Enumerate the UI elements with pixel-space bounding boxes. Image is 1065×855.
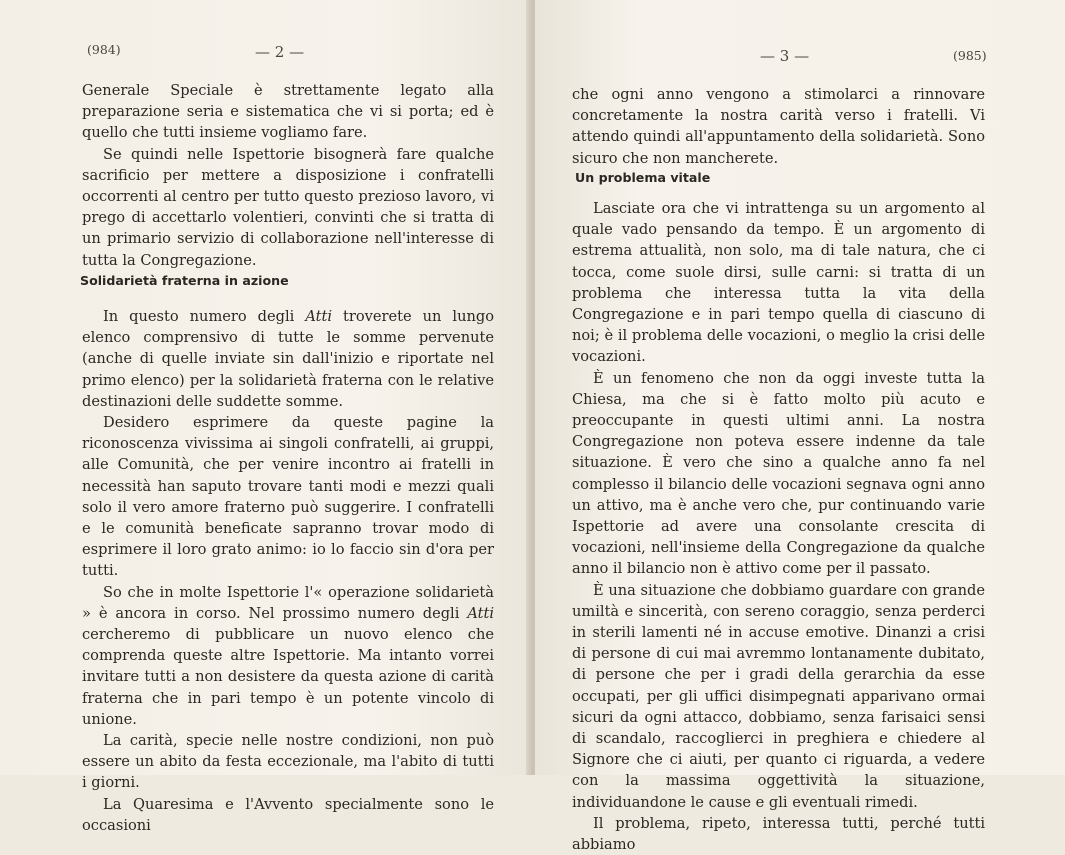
right-page (535, 0, 1065, 854)
right-paragraph-4: È una situazione che dobbiamo guardare con grande umiltà e sincerità, con sereno coraggio, senza perderci in sterili lamenti né in accuse emotive. Dinanzi a crisi di persone di cui mai avremmo lontanamente dubitato, di persone che per i gradi della gerarchia da esse occupati, per gli uffici disimpegnati apparivano ormai sicuri da ogni attacco, dobbiamo, senza farisaici sensi di scandalo, raccoglierci in preghiera e chiedere al Signore che ci aiuti, per quanto ci riguarda, a vedere con la massima oggettività la situazione, individuandone le cause e gli eventuali rimedi. (572, 581, 985, 811)
section-title-solidarieta: Solidarietà fraterna in azione (80, 273, 289, 288)
right-folio: (985) (953, 48, 987, 63)
section-title-problema-vitale: Un problema vitale (575, 170, 711, 185)
left-paragraph-2: Se quindi nelle Ispettorie bisognerà fare qualche sacrificio per mettere a disposizione i confratelli occorrenti al centro per tutto questo prezioso lavoro, vi prego di accettarlo volentieri, convinti che si tratta di un primario servizio di collaborazione nell'interesse di tutta la Congregazione. (82, 145, 494, 269)
left-paragraph-3: In questo numero degli Atti troverete un lungo elenco comprensivo di tutte le somme pervenute (anche di quelle inviate sin dall'inizio e riportate nel primo elenco) per la solidarietà fraterna con le relative destinazioni delle suddette somme. (82, 308, 494, 410)
right-top-text (572, 84, 985, 169)
left-page-number: — 2 — (255, 43, 305, 61)
right-paragraph-3: È un fenomeno che non da oggi investe tutta la Chiesa, ma che si è fatto molto più acuto e preoccupante in questi ultimi anni. La nostra Congregazione non poteva essere indenne da tale situazione. È vero che sino a qualche anno fa nel complesso il bilancio delle vocazioni segnava ogni anno un attivo, ma è anche vero che, pur continuando varie Ispettorie ad avere una consolante crescita di vocazioni, nell'insieme della Congregazione da qualche anno il bilancio non è attivo come per il passato. (572, 369, 985, 578)
left-paragraph-5: So che in molte Ispettorie l'« operazione solidarietà » è ancora in corso. Nel prossimo numero degli Atti cercheremo di pubblicare un nuovo elenco che comprenda queste altre Ispettorie. Ma intanto vorrei invitare tutti a non desistere da questa azione di carità fraterna che in pari tempo è un potente vincolo di unione. (82, 583, 494, 728)
atti-title: Atti (305, 308, 333, 325)
right-page-number: — 3 — (760, 47, 810, 65)
left-section-text (82, 306, 494, 836)
left-intro-text (82, 80, 494, 271)
right-paragraph-5: Il problema, ripeto, interessa tutti, perché tutti abbiamo (572, 814, 985, 854)
left-paragraph-7: La Quaresima e l'Avvento specialmente sono le occasioni (82, 795, 494, 834)
left-paragraph-6: La carità, specie nelle nostre condizioni, non può essere un abito da festa eccezionale, ma l'abito di tutti i giorni. (82, 732, 494, 792)
left-paragraph-4: Desidero esprimere da queste pagine la riconoscenza vivissima ai singoli confratelli, ai gruppi, alle Comunità, che per venire incontro ai fratelli in necessità han saputo trovare tanti modi e mezzi quali solo il vero amore fraterno può suggerire. I confratelli e le comunità beneficate sapranno trovar modo di esprimere il loro grato animo: io lo faccio sin d'ora per tutti. (82, 414, 494, 580)
atti-title: Atti (467, 604, 494, 622)
left-page (0, 0, 530, 834)
left-paragraph-1: Generale Speciale è strettamente legato alla preparazione seria e sistematica che vi si porta; ed è quello che tutti insieme vogliamo fare. (82, 82, 494, 142)
right-paragraph-1: che ogni anno vengono a stimolarci a rinnovare concretamente la nostra carità verso i fratelli. Vi attendo quindi all'appuntamento della solidarietà. Sono sicuro che non mancherete. (572, 86, 985, 167)
right-section-text (572, 198, 985, 855)
left-folio: (984) (87, 42, 121, 57)
right-paragraph-2: Lasciate ora che vi intrattenga su un argomento al quale vado pensando da tempo. È un argomento di estrema attualità, non solo, ma di tale natura, che ci tocca, come suole dirsi, sulle carni: si tratta di un problema che interessa tutta la vita della Congregazione e in pari tempo quella di ciascuno di noi; è il problema delle vocazioni, o meglio la crisi delle vocazioni. (572, 200, 985, 366)
